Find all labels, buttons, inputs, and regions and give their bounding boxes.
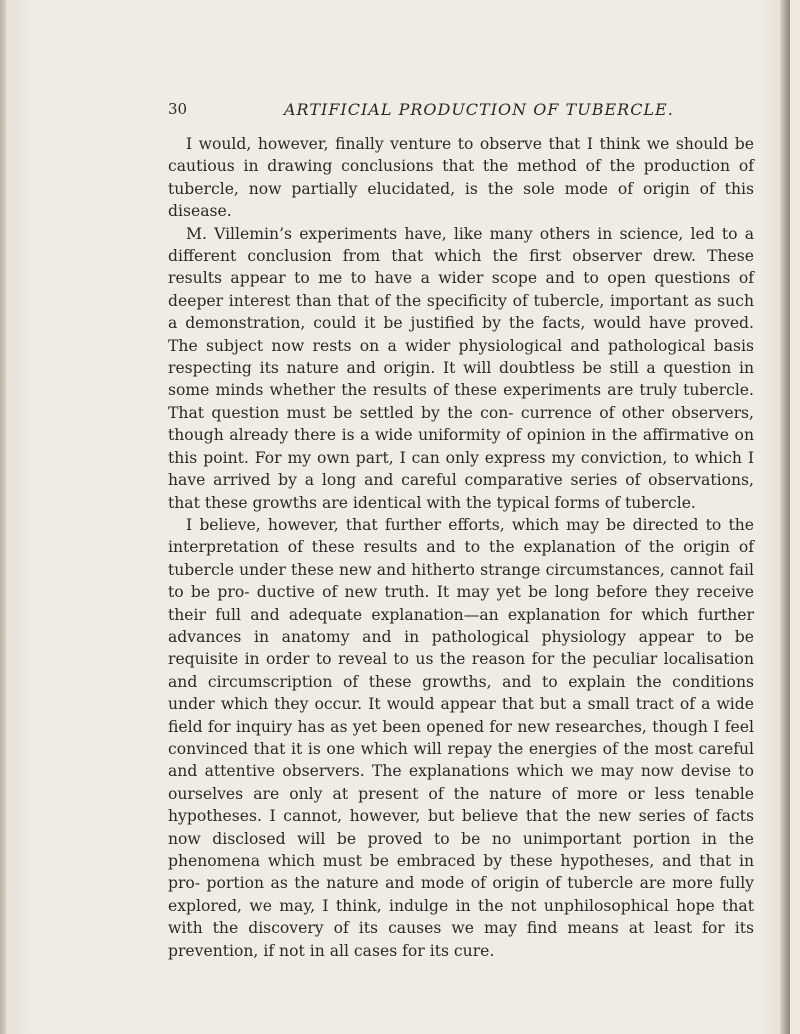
paragraph-2: M. Villemin’s experiments have, like many others in science, led to a different conclusion from that which the first observer drew. These results appear to me to have a wider scope and to open questions of deeper interest than that of the specificity of tubercle, important as such a demonstration, could it be justified by the facts, would have proved. The subject now rests on a wider physiological and pathological basis respecting its nature and origin. It will doubtless be still a question in some minds whether the results of these experiments are truly tubercle. That question must be settled by the con- currence of other observers, though already there is a wide uniformity of opinion in the affirmative on this point. For my own part, I can only express my conviction, to which I have arrived by a long and careful comparative series of observations, that these growths are identical with the typical forms of tubercle.	[168, 224, 754, 512]
page-number: 30	[168, 100, 188, 118]
running-header	[168, 100, 752, 124]
paragraph-1: I would, however, finally venture to observe that I think we should be cautious in drawing conclusions that the method of the production of tubercle, now partially elucidated, is the sole mode of origin of this disease.	[168, 135, 754, 221]
body-text	[168, 133, 754, 962]
running-title: ARTIFICIAL PRODUCTION OF TUBERCLE.	[284, 100, 674, 119]
paragraph-3: I believe, however, that further efforts, which may be directed to the interpretation of these results and to the explanation of the origin of tubercle under these new and hitherto strange circumstances, cannot fail to be pro- ductive of new truth. It may yet be long before they receive their full and adequate explanation—an explanation for which further advances in anatomy and in pathological physiology appear to be requisite in order to reveal to us the reason for the peculiar localisation and circumscription of these growths, and to explain the conditions under which they occur. It would appear that but a small tract of a wide field for inquiry has as yet been opened for new researches, though I feel convinced that it is one which will repay the energies of the most careful and attentive observers. The explanations which we may now devise to ourselves are only at present of the nature of more or less tenable hypotheses. I cannot, however, but believe that the new series of facts now disclosed will be proved to be no unimportant portion in the phenomena which must be embraced by these hypotheses, and that in pro- portion as the nature and mode of origin of tubercle are more fully explored, we may, I think, indulge in the not unphilosophical hope that with the discovery of its causes we may find means at least for its prevention, if not in all cases for its cure.	[168, 515, 754, 960]
page-right-edge	[780, 0, 790, 1034]
